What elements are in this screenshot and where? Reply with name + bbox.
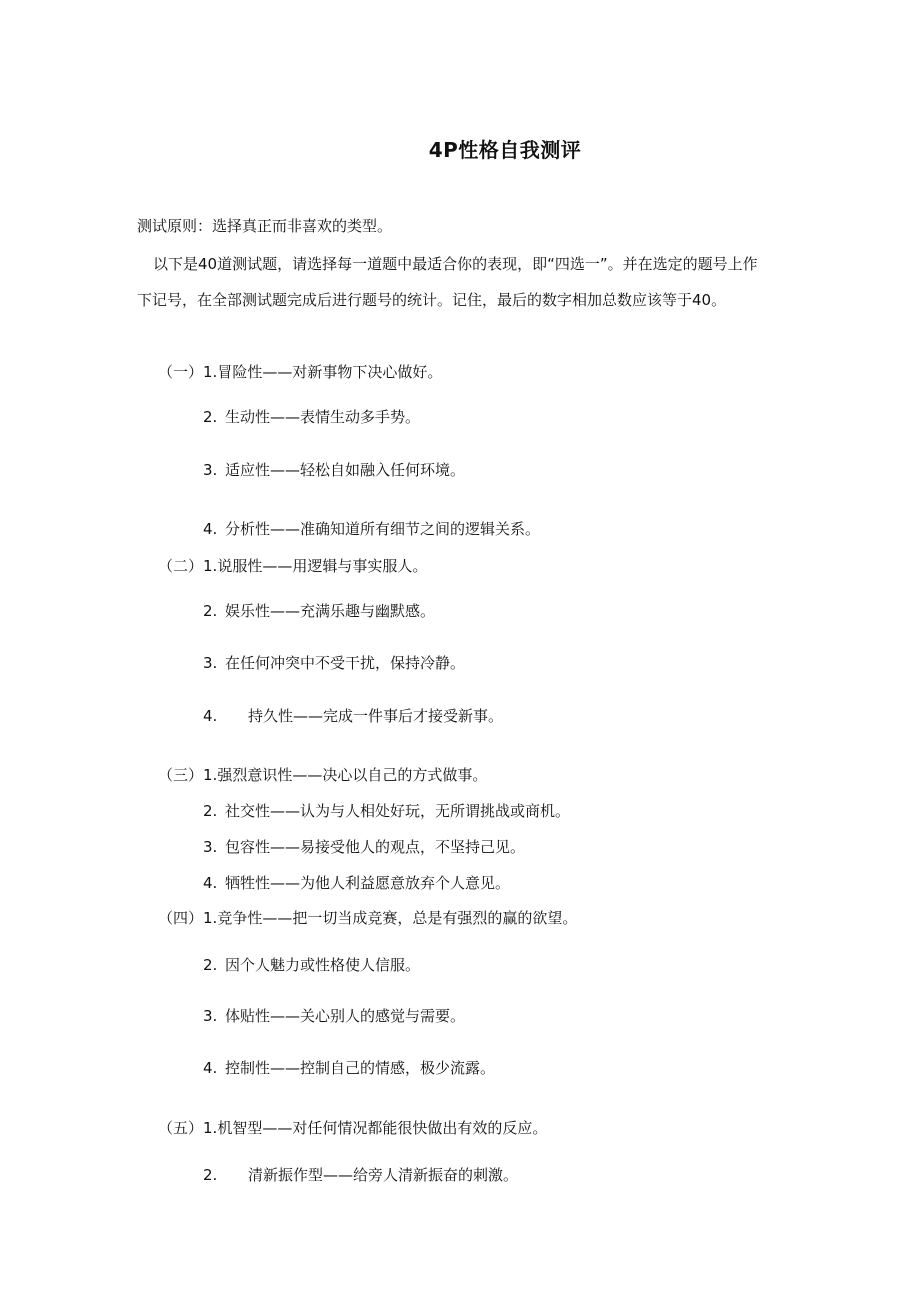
- test-principle: 测试原则：选择真正而非喜欢的类型。: [137, 217, 393, 235]
- option-number: 2.: [203, 1166, 218, 1184]
- section-label: （一）: [158, 363, 204, 381]
- option-2-2: [203, 601, 435, 621]
- option-number: 1.: [203, 909, 218, 927]
- option-text: 包容性——易接受他人的观点，不坚持己见。: [225, 838, 526, 856]
- option-number: 1.: [203, 1119, 218, 1137]
- question-section-3: [158, 765, 487, 785]
- option-number: 2.: [203, 956, 218, 974]
- option-3-3: [203, 837, 525, 857]
- question-section-1: [158, 362, 442, 382]
- option-number: 4.: [203, 874, 218, 892]
- option-number: 1.: [203, 557, 218, 575]
- intro-paragraph: [137, 246, 837, 318]
- intro-line-1: 以下是40道测试题，请选择每一道题中最适合你的表现，即“四选一”。并在选定的题号上作: [153, 255, 758, 273]
- option-number: 3.: [203, 838, 218, 856]
- option-text: 持久性——完成一件事后才接受新事。: [248, 707, 504, 725]
- option-number: 1.: [203, 363, 218, 381]
- section-label: （五）: [158, 1119, 204, 1137]
- option-number: 2.: [203, 602, 218, 620]
- option-text: 强烈意识性——决心以自己的方式做事。: [217, 766, 488, 784]
- option-number: 4.: [203, 520, 218, 538]
- option-1-2: [203, 407, 420, 427]
- intro-line-2: 下记号，在全部测试题完成后进行题号的统计。记住，最后的数字相加总数应该等于40。: [137, 291, 727, 309]
- option-number: 4.: [203, 707, 218, 725]
- option-text: 机智型——对任何情况都能很快做出有效的反应。: [217, 1119, 548, 1137]
- option-text: 体贴性——关心别人的感觉与需要。: [225, 1007, 466, 1025]
- question-section-5: [158, 1118, 547, 1138]
- option-3-4: [203, 873, 510, 893]
- option-3-2: [203, 801, 570, 821]
- option-text: 竞争性——把一切当成竞赛，总是有强烈的赢的欲望。: [217, 909, 578, 927]
- question-section-2: [158, 556, 427, 576]
- option-text: 牺牲性——为他人利益愿意放弃个人意见。: [225, 874, 511, 892]
- section-label: （三）: [158, 766, 204, 784]
- document-title: 4P性格自我测评: [428, 138, 582, 162]
- option-5-2: [203, 1165, 518, 1185]
- section-label: （二）: [158, 557, 204, 575]
- option-number: 2.: [203, 408, 218, 426]
- option-text: 生动性——表情生动多手势。: [225, 408, 421, 426]
- option-number: 2.: [203, 802, 218, 820]
- option-text: 冒险性——对新事物下决心做好。: [217, 363, 443, 381]
- option-number: 1.: [203, 766, 218, 784]
- question-section-4: [158, 908, 577, 928]
- option-text: 娱乐性——充满乐趣与幽默感。: [225, 602, 436, 620]
- option-text: 说服性——用逻辑与事实服人。: [217, 557, 428, 575]
- section-label: （四）: [158, 909, 204, 927]
- option-text: 在任何冲突中不受干扰，保持冷静。: [225, 654, 466, 672]
- option-number: 4.: [203, 1059, 218, 1077]
- option-4-4: [203, 1058, 495, 1078]
- option-4-3: [203, 1006, 465, 1026]
- option-2-4: [203, 706, 503, 726]
- option-text: 控制性——控制自己的情感，极少流露。: [225, 1059, 496, 1077]
- option-text: 清新振作型——给旁人清新振奋的刺激。: [248, 1166, 519, 1184]
- option-text: 社交性——认为与人相处好玩，无所谓挑战或商机。: [225, 802, 571, 820]
- option-number: 3.: [203, 654, 218, 672]
- option-2-3: [203, 653, 465, 673]
- option-number: 3.: [203, 461, 218, 479]
- option-4-2: [203, 955, 420, 975]
- option-text: 适应性——轻松自如融入任何环境。: [225, 461, 466, 479]
- option-1-4: [203, 519, 540, 539]
- option-1-3: [203, 460, 465, 480]
- option-text: 因个人魅力或性格使人信服。: [225, 956, 421, 974]
- option-text: 分析性——准确知道所有细节之间的逻辑关系。: [225, 520, 541, 538]
- option-number: 3.: [203, 1007, 218, 1025]
